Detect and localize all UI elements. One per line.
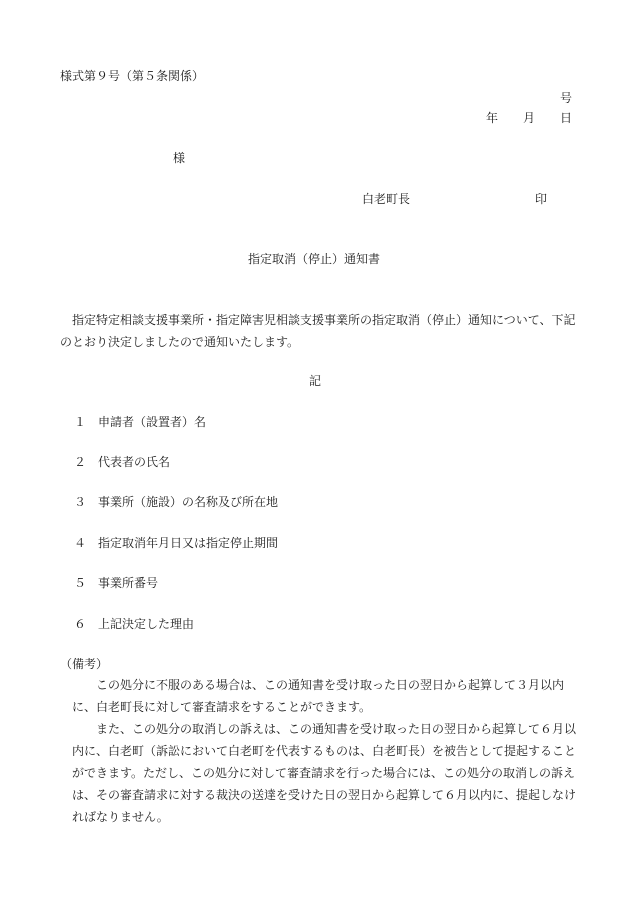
sender-seal: 印	[535, 192, 548, 206]
item-number: ４	[74, 536, 87, 550]
form-number: 様式第９号（第５条関係）	[60, 69, 205, 83]
item-label: 事業所（施設）の名称及び所在地	[98, 495, 279, 509]
date-month: 月	[523, 111, 536, 125]
document-title: 指定取消（停止）通知書	[248, 252, 381, 266]
item-label: 代表者の氏名	[98, 455, 171, 469]
item-label: 事業所番号	[98, 576, 159, 590]
item-label: 指定取消年月日又は指定停止期間	[98, 536, 279, 550]
item-number: １	[74, 415, 87, 429]
document-number-suffix: 号	[560, 91, 573, 105]
date-year: 年	[486, 111, 499, 125]
date-day: 日	[560, 111, 573, 125]
ki-heading: 記	[309, 374, 322, 388]
body-text: 指定特定相談支援事業所・指定障害児相談支援事業所の指定取消（停止）通知について、下記のとおり決定しましたので通知いたします。	[60, 313, 576, 349]
item-label: 申請者（設置者）名	[98, 415, 207, 429]
notes-paragraph-1: この処分に不服のある場合は、この通知書を受け取った日の翌日から起算して３月以内に、白老町長に対して審査請求をすることができます。	[72, 678, 565, 714]
item-label: 上記決定した理由	[98, 617, 195, 631]
notes-paragraph-2: また、この処分の取消しの訴えは、この通知書を受け取った日の翌日から起算して６月以内に、白老町（訴訟において白老町を代表するものは、白老町長）を被告として提起することができます。ただし、この処分に対して審査請求を行った場合には、この処分の取消しの訴えは、その審査請求に対する裁決の送達を受けた日の翌日から起算して６月以内に、提起しなければなりません。	[72, 722, 577, 824]
sender-name: 白老町長	[362, 192, 411, 206]
item-number: ３	[74, 495, 87, 509]
item-number: ２	[74, 455, 87, 469]
item-number: ５	[74, 576, 87, 590]
addressee-honorific: 様	[173, 151, 186, 165]
item-number: ６	[74, 617, 87, 631]
notes-heading: （備考）	[60, 657, 109, 671]
